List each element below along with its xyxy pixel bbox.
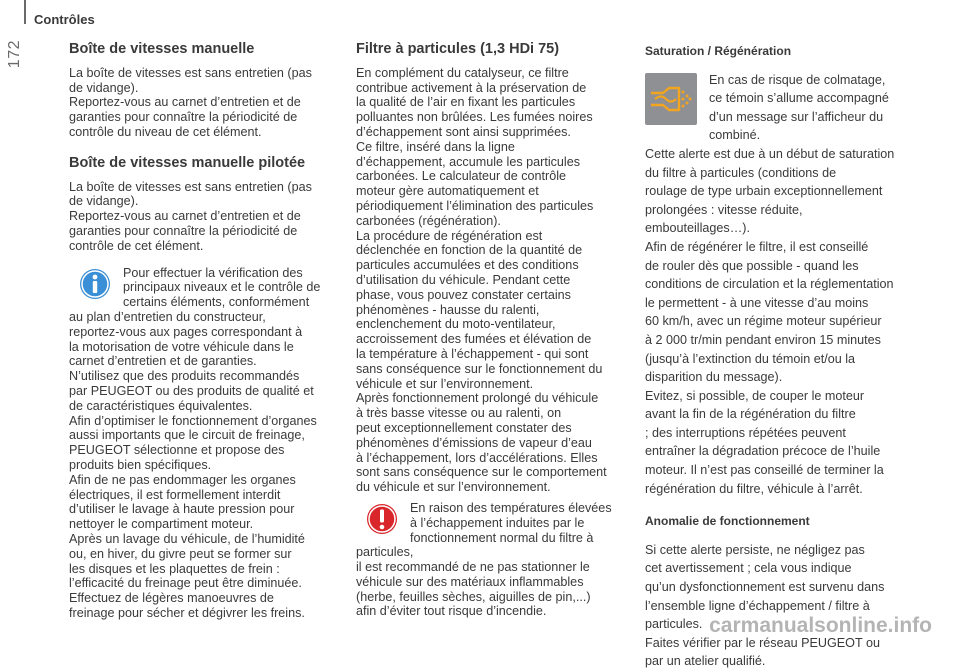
section-title-saturation: Saturation / Régénération xyxy=(645,44,792,58)
section-text-malfunction: Si cette alerte persiste, ne négligez pas cet avertissement ; cela vous indique qu’un dysfonctionnement est survenu dans l’ensemble ligne d’échappement / filtre à particules. Faites vérifier par le réseau PEUGEOT ou par un atelier qualifié. xyxy=(645,542,885,669)
lamp-description: En cas de risque de colmatage, ce témoin s’allume accompagné d’un message sur l’afficheur du combiné. xyxy=(709,72,889,143)
particle-filter-warning-lamp xyxy=(645,73,697,125)
section-title-malfunction: Anomalie de fonctionnement xyxy=(645,514,810,529)
section-title-piloted-gearbox: Boîte de vitesses manuelle pilotée xyxy=(69,154,306,171)
section-text-saturation: Cette alerte est due à un début de saturation du filtre à particules (conditions de roulage de type urbain exceptionnellement prolongées : vitesse réduite, embouteillages…). Afin de régénérer le filtre, il est conseillé de rouler dès que possible - quand les conditions de circulation et la réglementation le permettent - à une vitesse d’au moins 60 km/h, avec un régime moteur supérieur à 2 000 tr/min pendant environ 15 minutes (jusqu’à l’extinction du témoin et/ou la disparition du message). Evitez, si possible, de couper le moteur avant la fin de la régénération du filtre ; des interruptions répétées peuvent entraîner la dégradation précoce de l’huile moteur. Il n’est pas conseillé de terminer la régénération du filtre, véhicule à l’arrêt. xyxy=(645,146,895,496)
info-note-text: Pour effectuer la vérification des principaux niveaux et le contrôle de certains éléments, conformément au plan d’entretien du constructeur, reportez-vous aux pages correspondant à la motorisation de votre véhicule dans le carnet d’entretien et de garanties. N’utilisez que des produits recommandés par PEUGEOT ou des produits de qualité et de caractéristiques équivalentes. Afin d’optimiser le fonctionnement d’organes aussi importants que le circuit de freinage, PEUGEOT sélectionne et propose des produits bien spécifiques. Afin de ne pas endommager les organes électriques, il est formellement interdit d’utiliser le lavage à haute pression pour nettoyer le compartiment moteur. Après un lavage du véhicule, de l’humidité ou, en hiver, du givre peut se former sur les disques et les plaquettes de frein : l’efficacité du freinage peut être diminuée. Effectuez de légères manoeuvres de freinage pour sécher et dégivrer les freins. xyxy=(69,265,321,620)
page-number: 172 xyxy=(6,40,23,69)
section-text-piloted-gearbox: La boîte de vitesses est sans entretien (pas de vidange). Reportez-vous au carnet d’entretien et de garanties pour connaître la périodicité de contrôle de cet élément. xyxy=(69,179,312,253)
section-title-particle-filter: Filtre à particules (1,3 HDi 75) xyxy=(356,41,560,57)
warning-icon xyxy=(366,503,398,535)
column-right xyxy=(645,42,917,671)
warning-note-text: En raison des températures élevées à l’échappement induites par le fonctionnement normal du filtre à particules, il est recommandé de ne pas stationner le véhicule sur des matériaux inflammables (herbe, feuilles sèches, aiguilles de pin,...) afin d’éviter tout risque d’incendie. xyxy=(356,500,612,619)
section-text-manual-gearbox: La boîte de vitesses est sans entretien (pas de vidange). Reportez-vous au carnet d’entretien et de garanties pour connaître la périodicité de contrôle du niveau de cet élément. xyxy=(69,65,312,139)
header-rule xyxy=(24,0,26,24)
section-title-manual-gearbox: Boîte de vitesses manuelle xyxy=(69,41,255,57)
info-icon xyxy=(79,268,111,300)
section-text-particle-filter: En complément du catalyseur, ce filtre contribue activement à la préservation de la qualité de l’air en fixant les particules polluantes non brûlées. Les fumées noires d’échappement sont ainsi supprimées. Ce filtre, inséré dans la ligne d’échappement, accumule les particules carbonées. Le calculateur de contrôle moteur gère automatiquement et périodiquement l’élimination des particules carbonées (régénération). La procédure de régénération est déclenchée en fonction de la quantité de particules accumulées et des conditions d’utilisation du véhicule. Pendant cette phase, vous pouvez constater certains phénomènes - hausse du ralenti, enclenchement du moto-ventilateur, accroissement des fumées et élévation de la température à l’échappement - qui sont sans conséquence sur le fonctionnement du véhicule et sur l’environnement. Après fonctionnement prolongé du véhicule à très basse vitesse ou au ralenti, on peut exceptionnellement constater des phénomènes d’émissions de vapeur d’eau à l’échappement, lors d’accélérations. Elles sont sans conséquence sur le comportement du véhicule et sur l’environnement. xyxy=(356,65,607,495)
watermark: carmanualsonline.info xyxy=(709,614,932,637)
particle-filter-icon xyxy=(649,84,693,114)
column-left xyxy=(69,42,337,621)
page-header: Contrôles xyxy=(34,12,95,27)
column-middle xyxy=(356,42,630,619)
